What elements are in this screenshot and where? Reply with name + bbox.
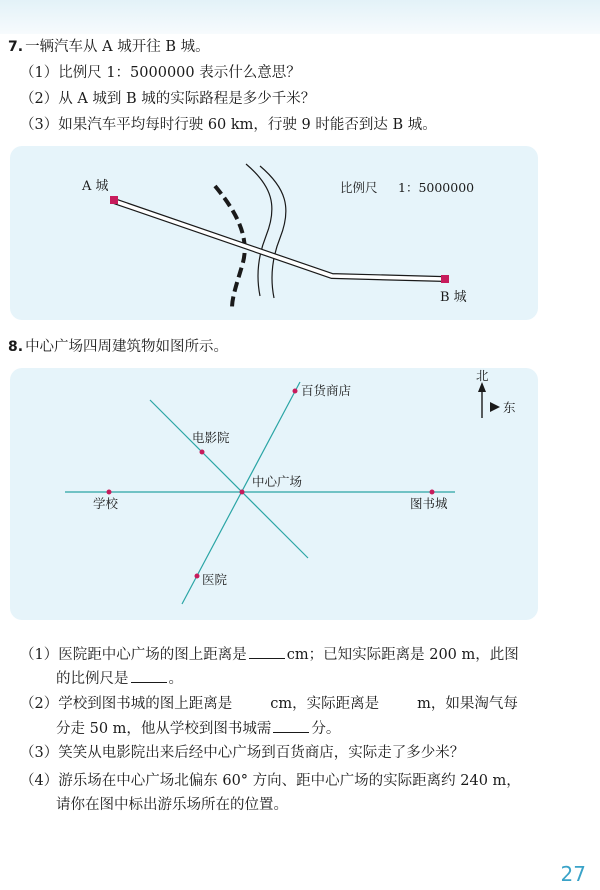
q8-number: 8. <box>8 339 24 355</box>
q7-sub-3: （3）如果汽车平均每时行驶 60 km，行驶 9 时能否到达 B 城。 <box>20 117 437 133</box>
q8-map-panel <box>10 368 538 620</box>
q7-sub-2: （2）从 A 城到 B 城的实际路程是多少千米？ <box>20 91 316 107</box>
answer-blank-minutes[interactable] <box>273 718 309 733</box>
q8-sub-2-line-2 <box>56 718 340 738</box>
q8-title <box>8 338 228 356</box>
q8-sub-2-num: （2） <box>20 696 59 712</box>
q8-sub-1-text-c: 的比例尺是 <box>56 671 129 687</box>
q8-sub-1-num: （1） <box>20 647 59 663</box>
scale-value: 1：5000000 <box>398 180 475 195</box>
department-store-label: 百货商店 <box>301 383 352 398</box>
q8-sub-2-line-1 <box>20 694 518 713</box>
river-bank-1 <box>246 164 272 296</box>
city-a-marker <box>110 196 118 204</box>
q8-sub-2-text-a: 学校到图书城的图上距离是 <box>58 696 233 712</box>
q8-sub-3-num: （3） <box>20 745 59 761</box>
library-label: 图书城 <box>410 496 448 511</box>
q8-location-map <box>10 368 538 620</box>
q8-sub-4-text-a: 游乐场在中心广场北偏东 60° 方向、距中心广场的实际距离约 240 m， <box>58 773 521 789</box>
east-arrow-icon <box>490 402 500 412</box>
page-number: 27 <box>560 862 586 886</box>
city-a-label: A 城 <box>82 179 109 194</box>
scale-label: 比例尺 <box>340 180 378 195</box>
q8-title-text: 中心广场四周建筑物如图所示。 <box>25 339 229 355</box>
answer-blank-scale[interactable] <box>131 668 167 683</box>
q8-sub-1-text-a: 医院距中心广场的图上距离是 <box>58 647 247 663</box>
q7-map-panel <box>10 146 538 320</box>
q7-road-map <box>10 146 538 320</box>
east-label: 东 <box>503 400 516 415</box>
hospital-label: 医院 <box>202 572 228 587</box>
q8-sub-4-line-2: 请你在图中标出游乐场所在的位置。 <box>56 797 288 813</box>
department-store-point <box>293 389 298 394</box>
top-band <box>0 0 600 34</box>
q8-sub-1-line-1 <box>20 644 519 664</box>
answer-blank-hospital-distance[interactable] <box>249 644 285 659</box>
q8-sub-3 <box>20 744 464 762</box>
q8-sub-2-text-d: 分走 50 m，他从学校到图书城需 <box>56 721 272 737</box>
city-b-label: B 城 <box>440 290 467 305</box>
school-point <box>107 490 112 495</box>
q7-number: 7. <box>8 39 24 55</box>
answer-blank-actual-distance[interactable] <box>381 694 415 708</box>
school-label: 学校 <box>93 496 119 511</box>
q7-title <box>8 38 210 56</box>
q8-sub-3-text: 笑笑从电影院出来后经中心广场到百货商店，实际走了多少米？ <box>58 745 465 761</box>
center-label: 中心广场 <box>252 474 303 489</box>
q8-sub-1-text-b: cm；已知实际距离是 200 m，此图 <box>286 647 519 663</box>
cinema-point <box>200 450 205 455</box>
q8-sub-2-text-b: cm，实际距离是 <box>270 696 380 712</box>
center-point <box>240 490 245 495</box>
q8-sub-1-line-2 <box>56 668 183 688</box>
north-label: 北 <box>476 368 489 383</box>
q7-sub-1: （1）比例尺 1：5000000 表示什么意思？ <box>20 65 301 81</box>
q8-sub-4-num: （4） <box>20 773 59 789</box>
cinema-label: 电影院 <box>192 430 230 445</box>
q8-sub-4-line-1 <box>20 772 521 790</box>
q7-title-text: 一辆汽车从 A 城开往 B 城。 <box>25 39 210 55</box>
q8-sub-2-text-c: m，如果淘气每 <box>417 696 518 712</box>
q8-sub-1-text-d: 。 <box>168 671 183 687</box>
answer-blank-school-library-distance[interactable] <box>234 694 268 708</box>
library-point <box>430 490 435 495</box>
river-bank-2 <box>260 166 286 298</box>
hospital-point <box>195 574 200 579</box>
city-b-marker <box>441 275 449 283</box>
q8-sub-2-text-e: 分。 <box>311 721 341 737</box>
north-arrowhead-icon <box>478 382 486 392</box>
